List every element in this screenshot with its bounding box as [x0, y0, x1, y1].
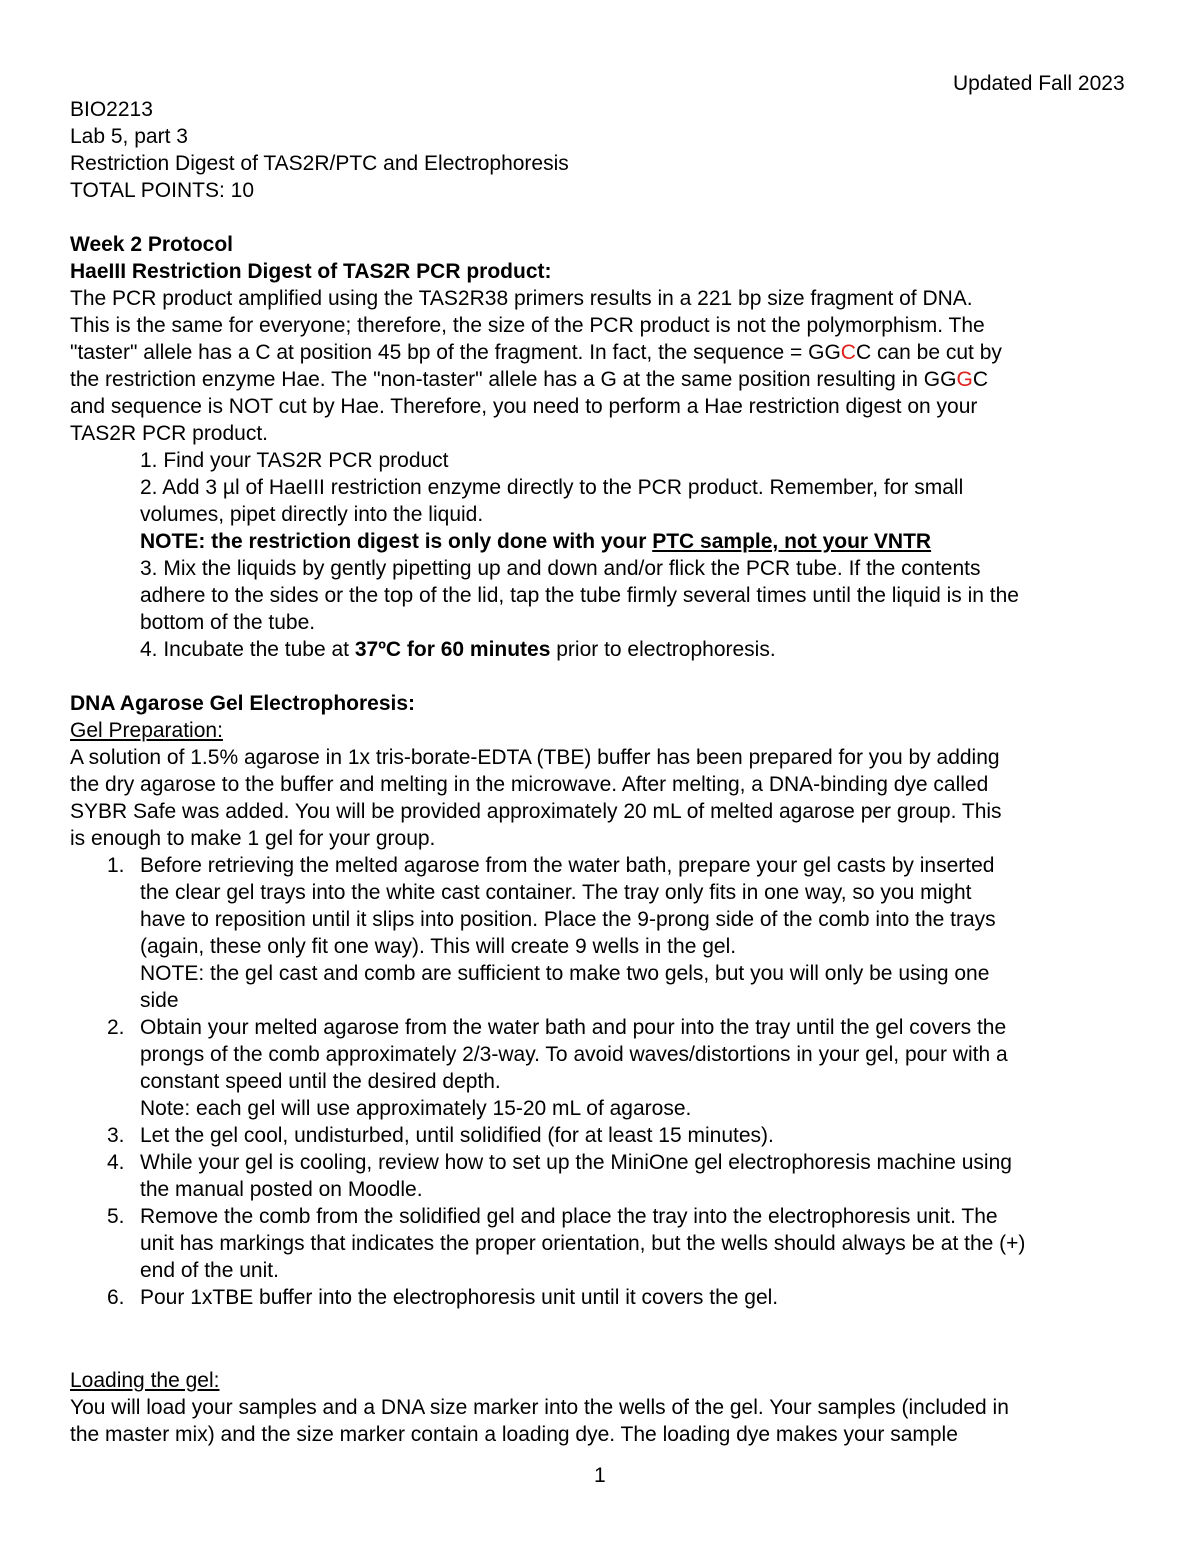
document-title: Restriction Digest of TAS2R/PTC and Electrophoresis — [70, 152, 569, 175]
digest-note: NOTE: the restriction digest is only done with your PTC sample, not your VNTR — [140, 530, 932, 553]
course-code: BIO2213 — [70, 98, 153, 121]
gel-step-line: Remove the comb from the solidified gel and place the tray into the electrophoresis unit. The — [140, 1205, 998, 1228]
gel-step-line: end of the unit. — [140, 1259, 279, 1282]
intro-line: The PCR product amplified using the TAS2R38 primers results in a 221 bp size fragment of DNA. — [70, 287, 973, 310]
gel-step-line: Pour 1xTBE buffer into the electrophoresis unit until it covers the gel. — [140, 1286, 779, 1309]
gel-step-line: constant speed until the desired depth. — [140, 1070, 501, 1093]
gel-step-line: (again, these only fit one way). This will create 9 wells in the gel. — [140, 935, 737, 958]
gel-step-number: 4. — [107, 1151, 125, 1174]
digest-step-2-cont: volumes, pipet directly into the liquid. — [140, 503, 484, 526]
gel-prep-line: the dry agarose to the buffer and melting in the microwave. After melting, a DNA-binding dye called — [70, 773, 989, 796]
gel-step-line: the manual posted on Moodle. — [140, 1178, 423, 1201]
gel-step-line: Obtain your melted agarose from the water bath and pour into the tray until the gel covers the — [140, 1016, 1007, 1039]
gel-prep-line: is enough to make 1 gel for your group. — [70, 827, 436, 850]
intro-line: This is the same for everyone; therefore, the size of the PCR product is not the polymorphism. The — [70, 314, 985, 337]
gel-step-number: 3. — [107, 1124, 125, 1147]
sequence-gggc: GGGC — [923, 368, 988, 391]
lab-label: Lab 5, part 3 — [70, 125, 188, 148]
gel-step-line: Note: each gel will use approximately 15-20 mL of agarose. — [140, 1097, 692, 1120]
gel-step-number: 6. — [107, 1286, 125, 1309]
gel-step-number: 5. — [107, 1205, 125, 1228]
intro-line: and sequence is NOT cut by Hae. Therefore, you need to perform a Hae restriction digest on your — [70, 395, 978, 418]
gel-prep-line: SYBR Safe was added. You will be provided approximately 20 mL of melted agarose per group. This — [70, 800, 1002, 823]
digest-step-4: 4. Incubate the tube at 37ºC for 60 minutes prior to electrophoresis. — [140, 638, 776, 661]
gel-step-line: side — [140, 989, 179, 1012]
page-number: 1 — [594, 1464, 606, 1487]
sequence-ggcc: GGCC — [808, 341, 872, 364]
gel-step-line: Before retrieving the melted agarose from the water bath, prepare your gel casts by inserted — [140, 854, 995, 877]
digest-step-3: 3. Mix the liquids by gently pipetting up and down and/or flick the PCR tube. If the contents — [140, 557, 981, 580]
gel-step-line: prongs of the comb approximately 2/3-way. To avoid waves/distortions in your gel, pour with a — [140, 1043, 1008, 1066]
gel-step-number: 2. — [107, 1016, 125, 1039]
updated-label: Updated Fall 2023 — [953, 72, 1125, 95]
gel-step-line: have to reposition until it slips into position. Place the 9-prong side of the comb into the trays — [140, 908, 996, 931]
intro-line: TAS2R PCR product. — [70, 422, 269, 445]
intro-line-sequence-2: the restriction enzyme Hae. The "non-taster" allele has a G at the same position resulting in GGGC — [70, 368, 988, 391]
gel-prep-line: A solution of 1.5% agarose in 1x tris-borate-EDTA (TBE) buffer has been prepared for you by adding — [70, 746, 1000, 769]
digest-step-3-cont: adhere to the sides or the top of the lid, tap the tube firmly several times until the liquid is in the — [140, 584, 1019, 607]
gel-heading: DNA Agarose Gel Electrophoresis: — [70, 692, 416, 715]
digest-step-2: 2. Add 3 µl of HaeIII restriction enzyme directly to the PCR product. Remember, for small — [140, 476, 964, 499]
loading-heading: Loading the gel: — [70, 1369, 220, 1392]
gel-step-number: 1. — [107, 854, 125, 877]
loading-line: You will load your samples and a DNA size marker into the wells of the gel. Your samples (included in — [70, 1396, 1009, 1419]
total-points: TOTAL POINTS: 10 — [70, 179, 254, 202]
gel-step-line: unit has markings that indicates the proper orientation, but the wells should always be at the (+) — [140, 1232, 1026, 1255]
gel-step-line: Let the gel cool, undisturbed, until solidified (for at least 15 minutes). — [140, 1124, 774, 1147]
gel-step-line: the clear gel trays into the white cast container. The tray only fits in one way, so you might — [140, 881, 972, 904]
gel-prep-heading: Gel Preparation: — [70, 719, 223, 742]
intro-line-sequence-1: "taster" allele has a C at position 45 bp of the fragment. In fact, the sequence = GGCC can be cut by — [70, 341, 1002, 364]
loading-line: the master mix) and the size marker contain a loading dye. The loading dye makes your sample — [70, 1423, 958, 1446]
gel-step-line: NOTE: the gel cast and comb are sufficient to make two gels, but you will only be using one — [140, 962, 990, 985]
gel-step-line: While your gel is cooling, review how to set up the MiniOne gel electrophoresis machine using — [140, 1151, 1012, 1174]
digest-step-1: 1. Find your TAS2R PCR product — [140, 449, 449, 472]
week2-heading: Week 2 Protocol — [70, 233, 233, 256]
digest-step-3-cont: bottom of the tube. — [140, 611, 316, 634]
digest-heading: HaeIII Restriction Digest of TAS2R PCR product: — [70, 260, 552, 283]
